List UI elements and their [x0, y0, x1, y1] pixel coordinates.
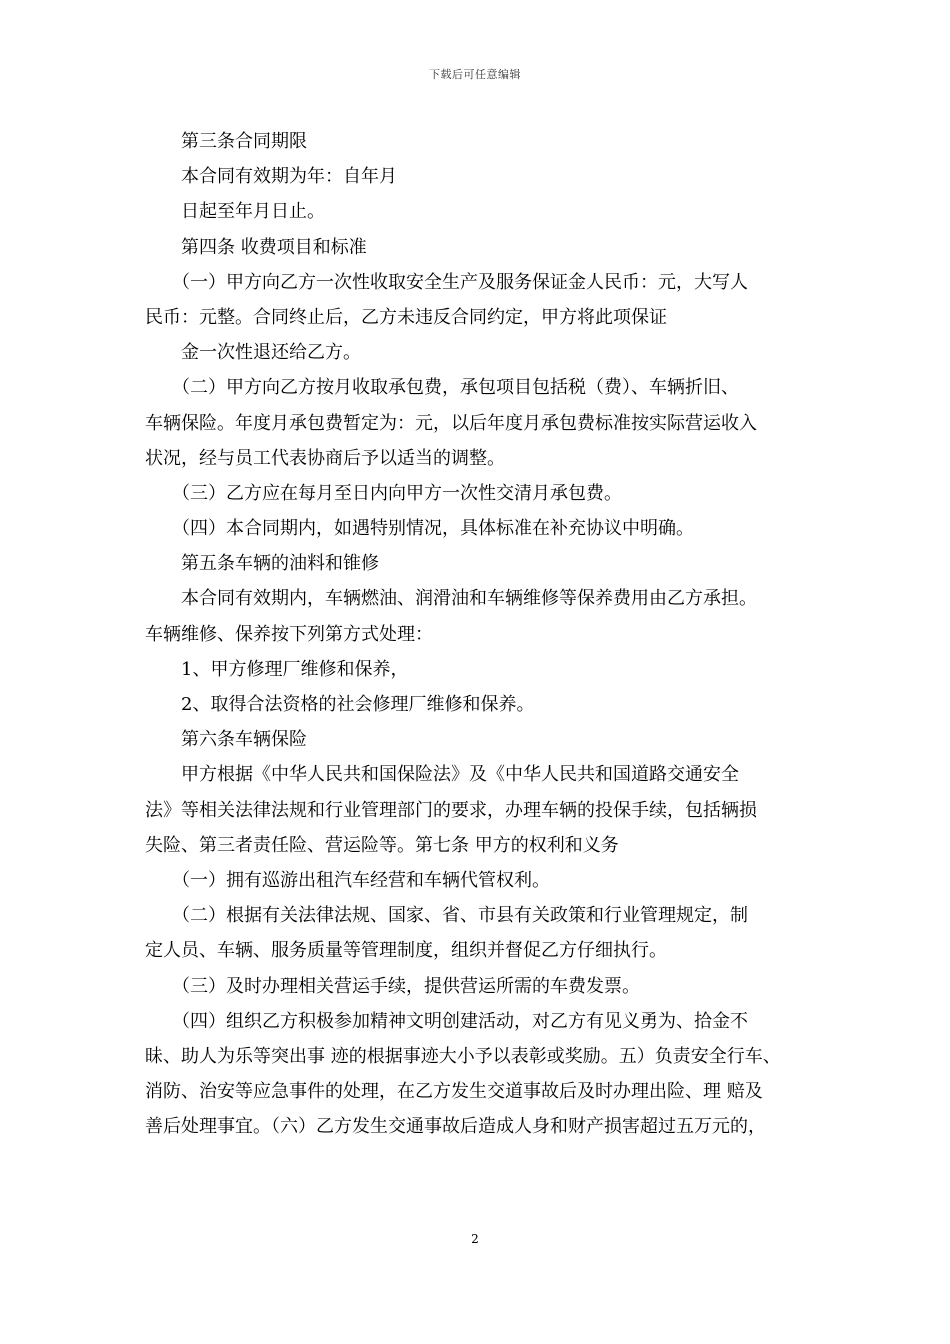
text-line: 车辆保险。年度月承包费暂定为：元，以后年度月承包费标准按实际营运收入 [145, 412, 757, 434]
text-line: 状况，经与员工代表协商后予以适当的调整。 [145, 447, 505, 469]
text-line: 2、取得合法资格的社会修理厂维修和保养。 [145, 694, 535, 715]
text-line: 本合同有效期内，车辆燃油、润滑油和车辆维修等保养费用由乙方承担。 [145, 588, 757, 610]
text-line: （二）根据有关法律法规、国家、省、市县有关政策和行业管理规定，制 [145, 905, 748, 927]
text-line: 本合同有效期为年：自年月 [145, 166, 397, 188]
text-line: 昧、助人为乐等突出事 迹的根据事迹大小予以表彰或奖励。五）负责安全行车、 [145, 1045, 781, 1067]
page-number: 2 [471, 1232, 479, 1246]
text-line: 第四条 收费项目和标准 [145, 236, 367, 258]
text-line: 消防、治安等应急事件的处理，在乙方发生交道事故后及时办理出险、理 赔及 [145, 1081, 763, 1103]
text-line: （三）乙方应在每月至日内向甲方一次性交清月承包费。 [145, 482, 622, 504]
text-line: 第五条车辆的油料和锥修 [145, 553, 379, 575]
page-header: 下载后可任意编辑 [429, 68, 521, 81]
text-line: 民币：元整。合同终止后，乙方未违反合同约定，甲方将此项保证 [145, 306, 667, 328]
text-line: 善后处理事宜。（六）乙方发生交通事故后造成人身和财产损害超过五万元的， [145, 1116, 766, 1138]
text-line: 车辆维修、保养按下列第方式处理： [145, 623, 433, 645]
text-line: （一）拥有巡游出租汽车经营和车辆代管权利。 [145, 869, 550, 891]
text-line: （四）本合同期内，如遇特别情况，具体标准在补充协议中明确。 [145, 518, 694, 540]
text-line: 日起至年月日止。 [145, 201, 325, 223]
text-line: 金一次性退还给乙方。 [145, 342, 361, 364]
text-line: （三）及时办理相关营运手续，提供营运所需的车费发票。 [145, 975, 640, 997]
text-line: 失险、第三者责任险、营运险等。第七条 甲方的权利和义务 [145, 834, 619, 856]
text-line: 第三条合同期限 [145, 131, 307, 152]
document-body [145, 124, 810, 1144]
text-line: （四）组织乙方积极参加精神文明创建活动，对乙方有见义勇为、拾金不 [145, 1010, 748, 1032]
text-line: 甲方根据《中华人民共和国保险法》及《中华人民共和国道路交通安全 [145, 764, 739, 786]
text-line: 定人员、车辆、服务质量等管理制度，组织并督促乙方仔细执行。 [145, 940, 667, 962]
text-line: （二）甲方向乙方按月收取承包费，承包项目包括税（费）、车辆折旧、 [145, 377, 739, 399]
text-line: （一）甲方向乙方一次性收取安全生产及服务保证金人民币：元，大写人 [145, 271, 748, 293]
text-line: 第六条车辆保险 [145, 729, 307, 751]
text-line: 1、甲方修理厂维修和保养， [145, 658, 409, 680]
text-line: 法》等相关法律法规和行业管理部门的要求，办理车辆的投保手续，包括辆损 [145, 799, 757, 821]
